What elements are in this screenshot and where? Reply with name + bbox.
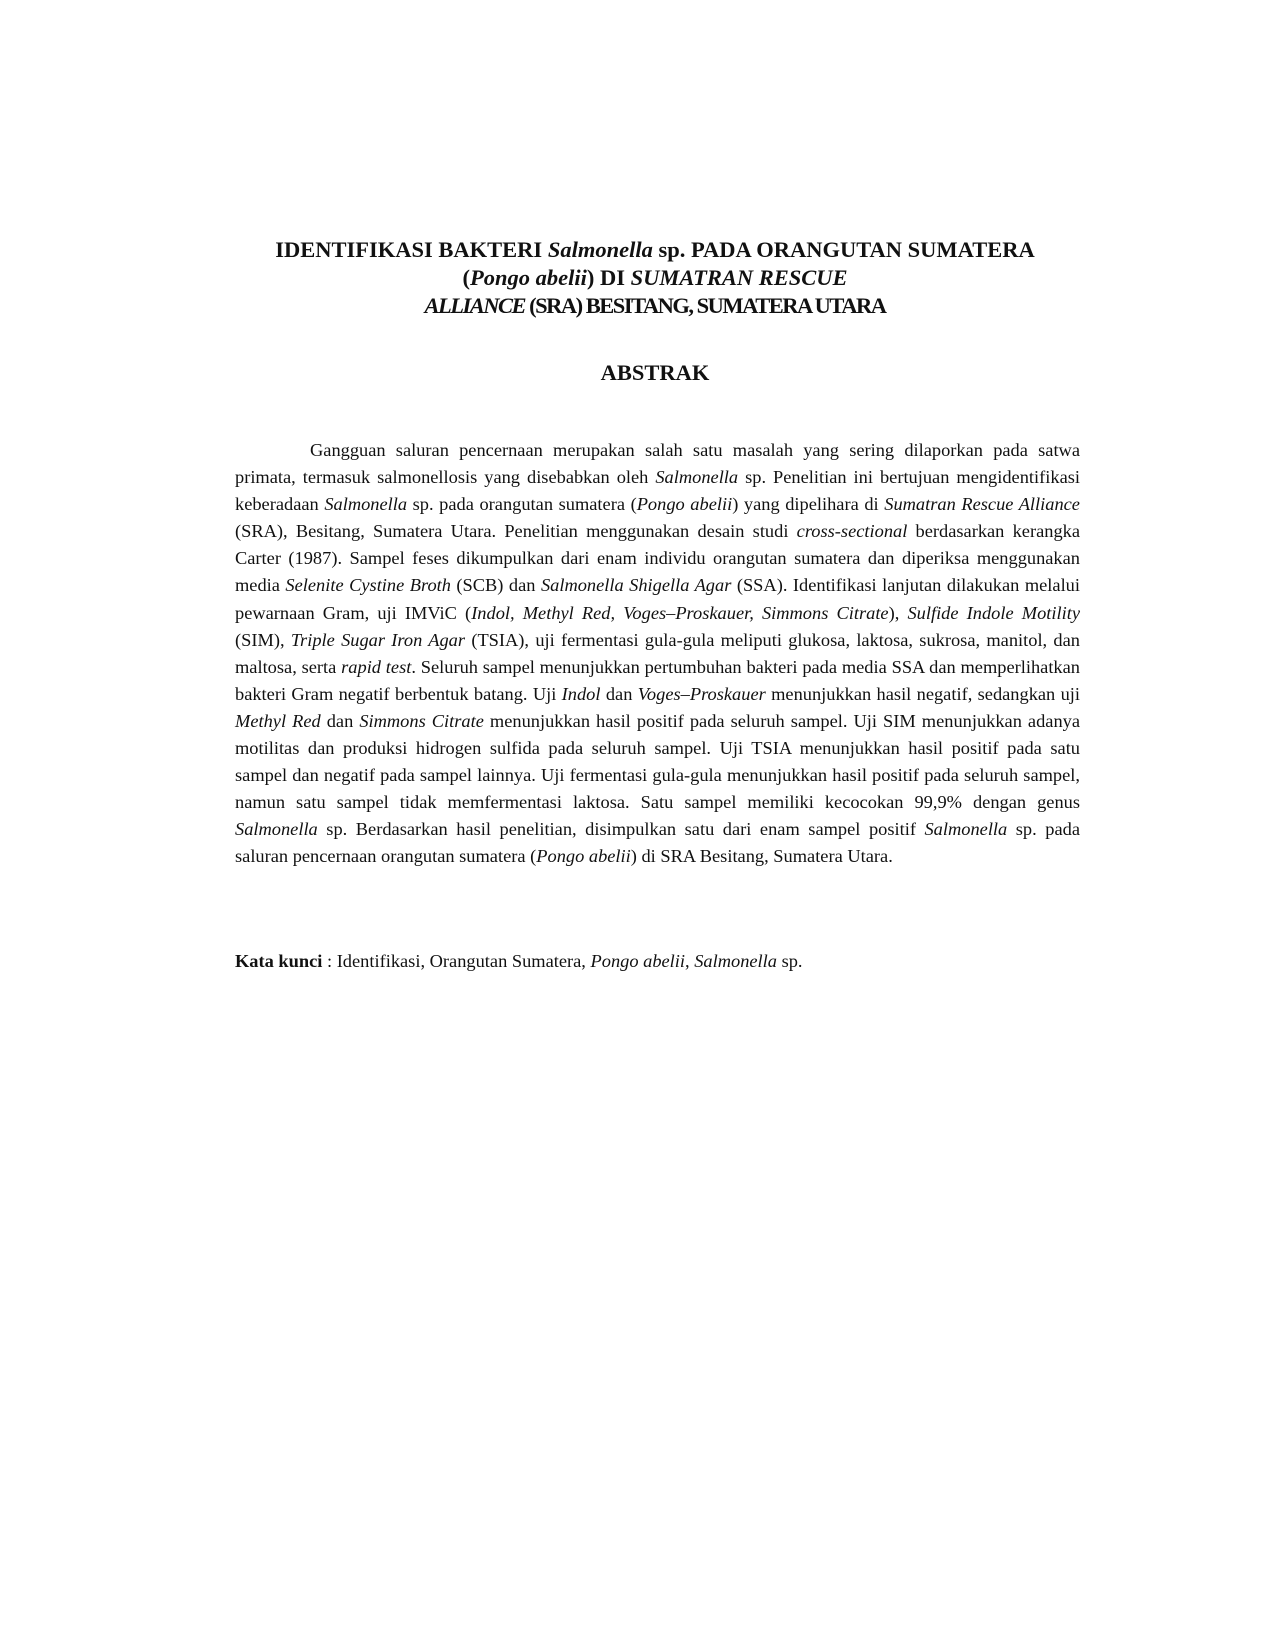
abstract-italic-text: Selenite Cystine Broth (285, 575, 451, 596)
keywords-text: , (685, 951, 695, 971)
abstract-italic-text: Salmonella (324, 494, 408, 515)
abstract-italic-text: Salmonella (235, 819, 318, 840)
abstract-text: dan (320, 710, 360, 731)
abstract-text: (SCB) dan (450, 575, 541, 596)
abstract-italic-text: Indol, Methyl Red, Voges–Proskauer, Simmons Citrate (471, 602, 889, 623)
abstract-italic-text: rapid test (341, 656, 412, 677)
title-italic-text: ALLIANCE (424, 293, 526, 318)
abstract-italic-text: Salmonella (655, 467, 739, 488)
title-text: IDENTIFIKASI BAKTERI (275, 237, 548, 262)
keywords-italic-text: Pongo abelii (590, 951, 686, 971)
keywords-label: Kata kunci (235, 951, 323, 971)
title-italic-text: Pongo abelii (469, 265, 587, 290)
title-line-2 (230, 264, 1080, 292)
abstract-text: (SRA), Besitang, Sumatera Utara. Penelitian menggunakan desain studi (235, 521, 797, 542)
abstract-heading: ABSTRAK (600, 360, 710, 385)
abstract-text: berdasarkan kerangka Carter (1987). Sampel feses dikumpulkan dari enam individu orangutan sumatera dan diperiksa menggunakan media (235, 521, 1080, 596)
abstract-text: sp. pada saluran pencernaan orangutan sumatera ( (235, 819, 1080, 867)
abstract-italic-text: Salmonella (924, 819, 1008, 840)
keywords-italic-text: Salmonella (694, 951, 777, 971)
abstract-text: (SIM), (235, 629, 291, 650)
keywords-line (235, 948, 1080, 975)
document-title (230, 236, 1080, 320)
title-line-1 (230, 236, 1080, 264)
abstract-italic-text: Methyl Red (235, 710, 321, 731)
abstract-text: . Seluruh sampel menunjukkan pertumbuhan bakteri pada media SSA dan memperlihatkan bakteri Gram negatif berbentuk batang. Uji (235, 656, 1080, 704)
abstract-italic-text: Salmonella Shigella Agar (540, 575, 732, 596)
abstract-italic-text: Simmons Citrate (359, 710, 484, 731)
abstract-text: sp. Berdasarkan hasil penelitian, disimpulkan satu dari enam sampel positif (317, 819, 925, 840)
abstract-text: Gangguan saluran pencernaan merupakan salah satu masalah yang sering dilaporkan pada satwa primata, termasuk salmonellosis yang disebabkan oleh (235, 440, 1080, 488)
keywords-text: Identifikasi, Orangutan Sumatera, (336, 951, 591, 971)
abstract-italic-text: Voges–Proskauer (637, 683, 766, 704)
abstract-text: (TSIA), uji fermentasi gula-gula meliputi glukosa, laktosa, sukrosa, manitol, dan maltosa, serta (235, 629, 1080, 677)
abstract-italic-text: Sumatran Rescue Alliance (884, 494, 1080, 515)
title-text: (SRA) BESITANG, SUMATERA UTARA (525, 293, 886, 318)
abstract-text: ), (888, 602, 908, 623)
abstract-text: ) yang dipelihara di (732, 494, 885, 515)
abstract-italic-text: Sulfide Indole Motility (907, 602, 1080, 623)
abstract-italic-text: Triple Sugar Iron Agar (290, 629, 466, 650)
abstract-italic-text: cross-sectional (796, 521, 908, 542)
abstract-text: menunjukkan hasil positif pada seluruh sampel. Uji SIM menunjukkan adanya motilitas dan produksi hidrogen sulfida pada seluruh sampel. Uji TSIA menunjukkan hasil positif pada satu sampel dan negatif pada sampel lainnya. Uji fermentasi gula-gula menunjukkan hasil positif pada seluruh sampel, namun satu sampel tidak memfermentasi laktosa. Satu sampel memiliki kecocokan 99,9% dengan genus (235, 710, 1080, 813)
abstract-paragraph (235, 437, 1080, 871)
keywords-text: sp. (776, 951, 803, 971)
abstract-text: dan (600, 683, 638, 704)
title-text: ) DI (586, 265, 631, 290)
abstract-italic-text: Pongo abelii (536, 846, 631, 867)
abstract-text: sp. pada orangutan sumatera ( (407, 494, 637, 515)
abstract-text: (SSA). Identifikasi lanjutan dilakukan melalui pewarnaan Gram, uji IMViC ( (235, 575, 1080, 623)
title-text: sp. PADA ORANGUTAN SUMATERA (652, 237, 1035, 262)
abstract-italic-text: Indol (561, 683, 601, 704)
abstract-text: ) di SRA Besitang, Sumatera Utara. (630, 846, 893, 867)
abstract-text: menunjukkan hasil negatif, sedangkan uji (765, 683, 1080, 704)
abstract-text: sp. Penelitian ini bertujuan mengidentifikasi keberadaan (235, 467, 1080, 515)
abstract-italic-text: Pongo abelii (636, 494, 733, 515)
keywords-separator: : (322, 951, 337, 971)
title-line-3 (230, 292, 1080, 320)
title-italic-text: SUMATRAN RESCUE (630, 265, 848, 290)
title-text: ( (462, 265, 470, 290)
title-italic-text: Salmonella (547, 237, 653, 262)
